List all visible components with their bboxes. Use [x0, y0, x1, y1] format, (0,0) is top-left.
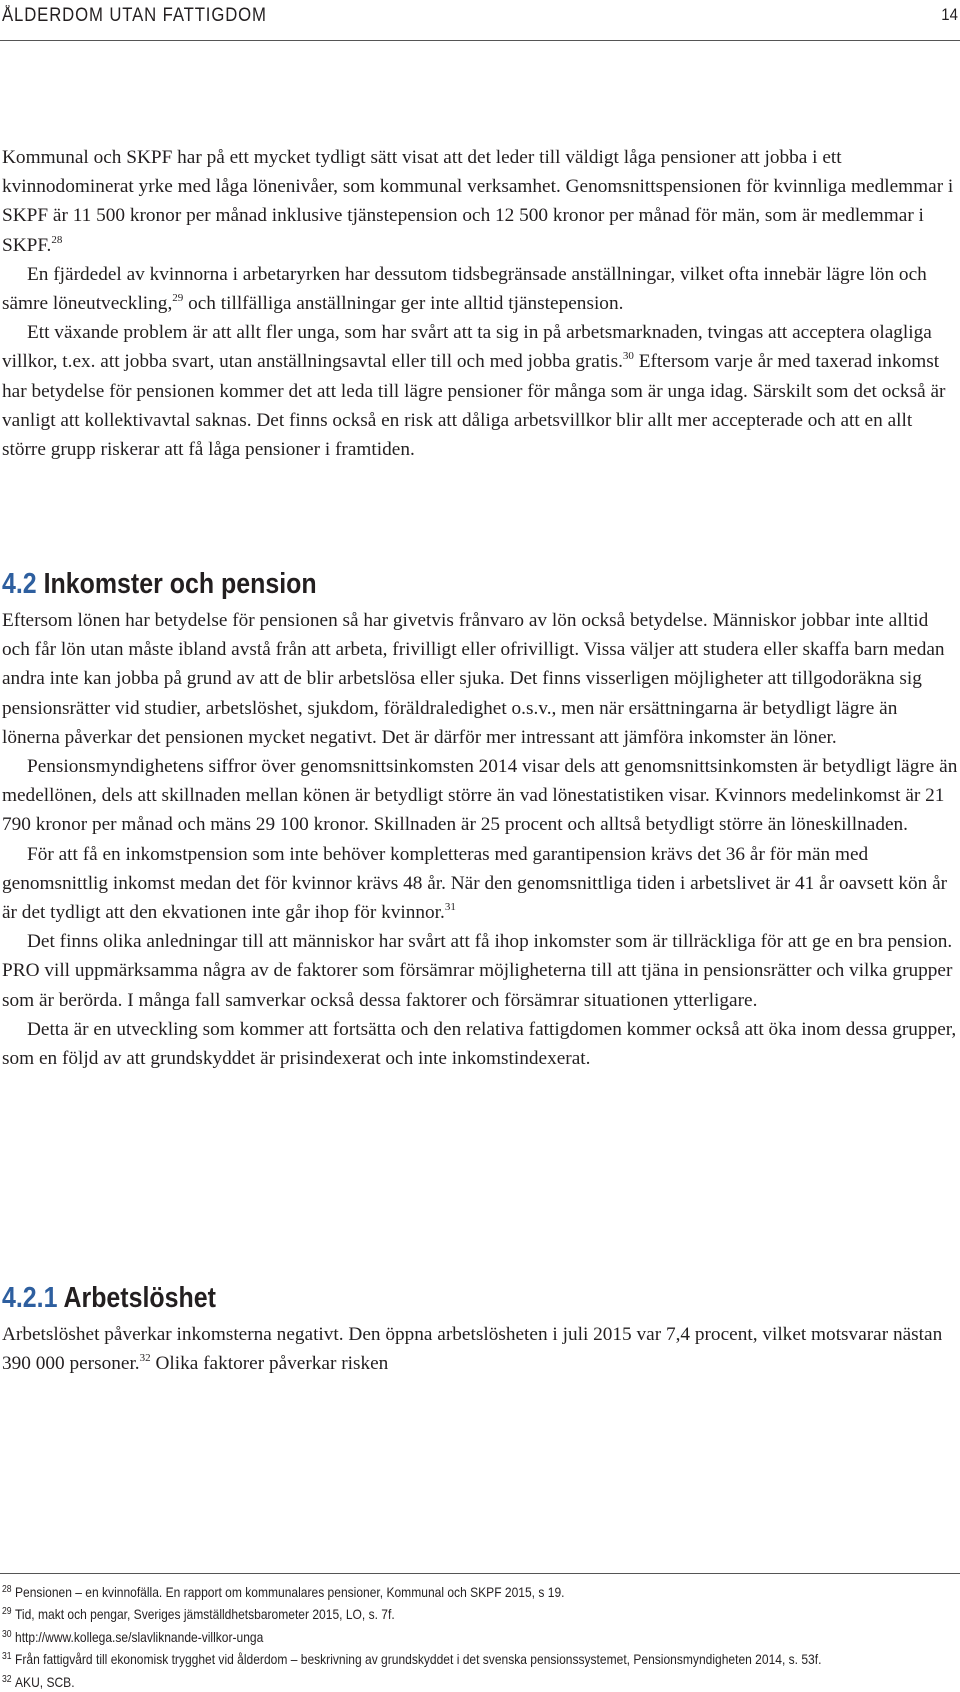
section-4-2-paragraph-3: För att få en inkomstpension som inte behöver kompletteras med garantipension krävs det 36 år för män med genomsnittlig inkomst medan det för kvinnor krävs 48 år. När den genomsnittliga tiden i arbetslivet är 41 år oavsett kön år är det tydligt att den ekvationen inte går ihop för kvinnor.$^{31}$ — [2, 843, 948, 924]
section-4-2-paragraph-2: Pensionsmyndighetens siffror över genomsnittsinkomsten 2014 visar dels att genomsnittsinkomsten är betydligt lägre än medellönen, dels att skillnaden mellan könen är betydligt större än vad lönestatistiken visar. Kvinnors medelinkomst är 21 790 kronor per månad och mäns 29 100 kronor. Skillnaden är 25 procent och alltså betydligt större än löneskillnaden. — [2, 756, 958, 836]
footnote-text: Pensionen – en kvinnofälla. En rapport om kommunalares pensioner, Kommunal och SKPF 2015, s 19. — [15, 1584, 565, 1600]
footnotes — [2, 1580, 948, 1692]
section-4-2-text — [2, 606, 958, 1073]
footnote-link[interactable]: http://www.kollega.se/slavliknande-villkor-unga — [15, 1628, 264, 1645]
section-4-2-paragraph-4: Det finns olika anledningar till att människor har svårt att få ihop inkomster som är tillräckliga för att ge en bra pension. PRO vill uppmärksamma några av de faktorer som försämrar möjligheterna till att tjäna in pensionsrätter och vilka grupper som är berörda. I många fall samverkar också dessa faktorer och försämrar situationen ytterligare. — [2, 931, 953, 1011]
section-4-2-paragraph-5: Detta är en utveckling som kommer att fortsätta och den relativa fattigdomen kommer också att öka inom dessa grupper, som en följd av att grundskyddet är prisindexerat och inte inkomstindexerat. — [2, 1018, 957, 1070]
intro-paragraph-2: En fjärdedel av kvinnorna i arbetaryrken har dessutom tidsbegränsade anställningar, vilket ofta innebär lägre lön och sämre löneutveckling,$^{29}$ och tillfälliga anställningar ger inte alltid tjänstepension. — [2, 263, 927, 315]
footnote-ref-31[interactable]: 31 — [444, 901, 456, 914]
intro-paragraph-1: Kommunal och SKPF har på ett mycket tydligt sätt visat att det leder till väldigt låga pensioner att jobba i ett kvinnodominerat yrke med låga lönenivåer, som kommunal verksamhet. Genomsnittspensionen för kvinnliga medlemmar i SKPF är 11 500 kronor per månad inklusive tjänstepension och 12 500 kronor per månad för män, som är medlemmar i SKPF.$^{28}$ — [2, 147, 954, 256]
section-number: 4.2.1 — [2, 1282, 58, 1314]
section-number: 4.2 — [2, 568, 37, 600]
footnote-29 — [2, 1602, 948, 1624]
footnote-30 — [2, 1625, 948, 1647]
footnote-ref-30[interactable]: 30 — [622, 350, 634, 363]
section-4-2-1-text — [2, 1320, 958, 1378]
footnote-28 — [2, 1580, 948, 1602]
section-title: Inkomster och pension — [36, 568, 317, 600]
section-heading-4-2-1 — [2, 1281, 216, 1315]
section-heading-4-2 — [2, 567, 317, 601]
footnote-divider — [0, 1573, 960, 1574]
intro-text — [2, 143, 958, 464]
footnote-text: AKU, SCB. — [15, 1673, 75, 1690]
section-4-2-1-paragraph-1: Arbetslöshet påverkar inkomsterna negativt. Den öppna arbetslösheten i juli 2015 var 7,4 procent, vilket motsvarar nästan 390 000 personer.$^{32}$ Olika faktorer påverkar risken — [2, 1324, 943, 1375]
footnote-ref-29[interactable]: 29 — [172, 292, 184, 305]
footnote-number: 28 — [2, 1584, 12, 1595]
running-title: ÅLDERDOM UTAN FATTIGDOM — [2, 5, 267, 26]
footnote-32 — [2, 1670, 948, 1692]
footnote-31 — [2, 1647, 948, 1669]
page-header — [0, 0, 960, 41]
footnote-text: Från fattigvård till ekonomisk trygghet vid ålderdom – beskrivning av grundskyddet i det svenska pensionssystemet, Pensionsmyndigheten 2014, s. 53f. — [15, 1651, 822, 1668]
footnote-ref-28[interactable]: 28 — [51, 233, 63, 246]
section-4-2-paragraph-1: Eftersom lönen har betydelse för pensionen så har givetvis frånvaro av lön också betydelse. Människor jobbar inte alltid och får lön utan måste ibland avstå från att arbeta, frivilligt eller ofrivilligt. Vissa väljer att studera eller skaffa barn medan andra inte kan jobba på grund av att de blir arbetslösa eller sjuka. Det finns visserligen möjligheter att tillgodoräkna sig pensionsrätter vid studier, arbetslöshet, sjukdom, föräldraledighet o.s.v., men när ersättningarna är betydligt lägre än lönerna påverkar det pensionen mycket negativt. Det är därför mer intressant att jämföra inkomster än löner. — [2, 610, 945, 748]
intro-paragraph-3: Ett växande problem är att allt fler unga, som har svårt att ta sig in på arbetsmarknaden, tvingas att acceptera olagliga villkor, t.ex. att jobba svart, utan anställningsavtal eller till och med jobba gratis.$^{30}$ Eftersom varje år med taxerad inkomst har betydelse för pensionen kommer det att leda till lägre pensioner för många som är unga idag. Särskilt som det också är vanligt att kollektivavtal saknas. Det finns också en risk att dåliga arbetsvillkor blir allt mer accepterade och att en allt större grupp riskerar att få låga pensioner i framtiden. — [2, 322, 946, 461]
page-number: 14 — [941, 5, 958, 24]
section-title: Arbetslöshet — [57, 1282, 216, 1314]
footnote-number: 30 — [2, 1628, 12, 1640]
footnote-number: 32 — [2, 1673, 12, 1685]
footnote-number: 31 — [2, 1651, 12, 1663]
footnote-number: 29 — [2, 1606, 12, 1618]
footnote-ref-32[interactable]: 32 — [139, 1352, 151, 1365]
footnote-text: Tid, makt och pengar, Sveriges jämställdhetsbarometer 2015, LO, s. 7f. — [15, 1606, 395, 1623]
